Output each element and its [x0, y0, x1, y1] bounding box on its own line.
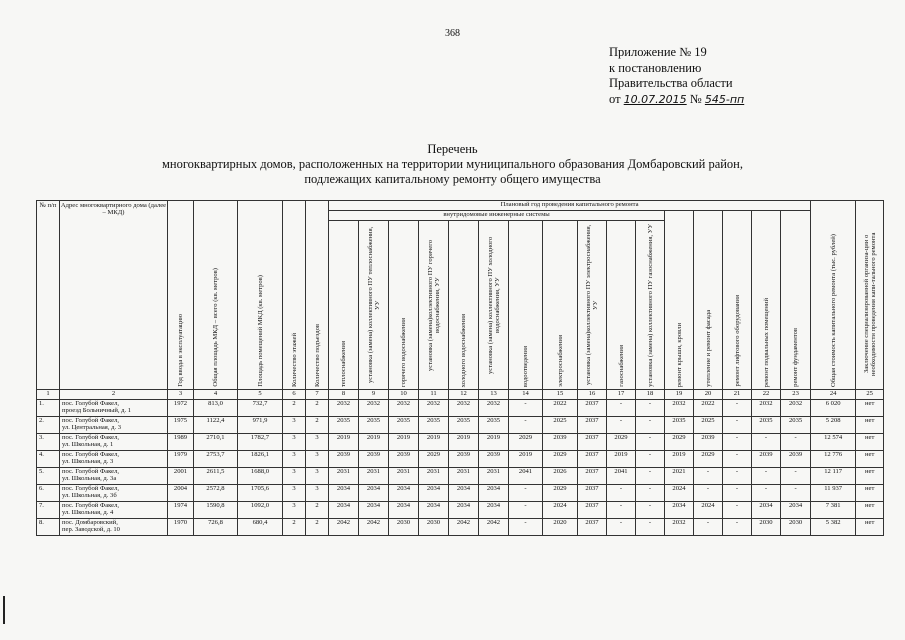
row-address: [60, 485, 168, 502]
table-cell: 2032: [665, 519, 694, 536]
table-cell: -: [781, 485, 811, 502]
column-number-row: [37, 390, 884, 400]
header-floors: Количество этажей: [283, 201, 306, 390]
table-cell: 2037: [578, 502, 607, 519]
table-cell: 2024: [665, 485, 694, 502]
table-cell: 12 574: [811, 434, 856, 451]
table-row: [37, 519, 884, 536]
table-cell: 2031: [449, 468, 479, 485]
table-cell: -: [781, 468, 811, 485]
column-number-cell: 12: [449, 390, 479, 400]
table-cell: 1705,6: [238, 485, 283, 502]
table-cell: 1979: [168, 451, 194, 468]
table-cell: -: [509, 485, 543, 502]
table-cell: 2019: [419, 434, 449, 451]
table-cell: 2029: [543, 451, 578, 468]
table-cell: 2611,5: [194, 468, 238, 485]
appendix-block: [609, 45, 744, 107]
table-cell: 2035: [752, 417, 781, 434]
row-address: [60, 519, 168, 536]
table-cell: 2034: [449, 485, 479, 502]
header-facade: утепление и ремонт фасада: [694, 211, 723, 390]
table-cell: 5 382: [811, 519, 856, 536]
column-number-cell: 22: [752, 390, 781, 400]
table-cell: 2042: [329, 519, 359, 536]
header-heating: теплоснабжения: [329, 221, 359, 390]
table-cell: 2: [306, 400, 329, 417]
table-cell: 2035: [419, 417, 449, 434]
table-cell: -: [723, 417, 752, 434]
address-line-2: ул. Школьная, д. 3: [62, 458, 114, 465]
row-number: 8.: [37, 519, 60, 536]
address-line-1: пос. Голубой Факел,: [62, 485, 120, 492]
table-cell: -: [509, 417, 543, 434]
table-cell: 2019: [665, 451, 694, 468]
row-address: [60, 502, 168, 519]
table-cell: -: [636, 400, 665, 417]
header-drainage: водоотведения: [509, 221, 543, 390]
table-cell: 2041: [509, 468, 543, 485]
table-cell: 2037: [578, 451, 607, 468]
table-cell: -: [607, 485, 636, 502]
table-cell: 2019: [359, 434, 389, 451]
table-cell: 2024: [694, 502, 723, 519]
table-cell: -: [781, 434, 811, 451]
table-cell: -: [694, 519, 723, 536]
title-line-3: подлежащих капитальному ремонту общего имущества: [304, 172, 601, 186]
appendix-line-4: [609, 92, 744, 108]
header-roof: ремонт крыши, кровли: [665, 211, 694, 390]
table-cell: 2029: [665, 434, 694, 451]
table-cell: -: [723, 400, 752, 417]
table-cell: 1970: [168, 519, 194, 536]
table-cell: 2034: [449, 502, 479, 519]
table-row: [37, 434, 884, 451]
header-electricity: электроснабжения: [543, 221, 578, 390]
table-cell: 813,0: [194, 400, 238, 417]
address-line-1: пос. Голубой Факел,: [62, 400, 120, 407]
table-cell: 2032: [665, 400, 694, 417]
table-cell: 2035: [781, 417, 811, 434]
table-cell: -: [723, 434, 752, 451]
table-cell: 732,7: [238, 400, 283, 417]
table-cell: 1826,1: [238, 451, 283, 468]
document-title: [0, 142, 905, 187]
number-prefix: №: [689, 91, 702, 106]
table-cell: 2004: [168, 485, 194, 502]
column-number-cell: 23: [781, 390, 811, 400]
table-cell: -: [607, 519, 636, 536]
table-cell: -: [607, 502, 636, 519]
table-cell: 2032: [419, 400, 449, 417]
table-cell: -: [607, 400, 636, 417]
table-cell: 7 381: [811, 502, 856, 519]
table-cell: 2022: [543, 400, 578, 417]
address-line-2: пер. Заводской, д. 10: [62, 526, 120, 533]
table-cell: -: [509, 400, 543, 417]
header-gas-meter: установка (замена) коллективного ПУ газоснабжения, УУ: [636, 221, 665, 390]
table-cell: 3: [283, 417, 306, 434]
table-cell: -: [723, 468, 752, 485]
table-cell: 2753,7: [194, 451, 238, 468]
table-cell: 2042: [359, 519, 389, 536]
table-cell: 6 020: [811, 400, 856, 417]
column-number-cell: 17: [607, 390, 636, 400]
header-total-area: Общая площадь МКД – всего (кв. метров): [194, 201, 238, 390]
table-cell: 2034: [665, 502, 694, 519]
row-address: [60, 417, 168, 434]
table-cell: 2024: [543, 502, 578, 519]
header-gas: газоснабжения: [607, 221, 636, 390]
table-cell: -: [694, 485, 723, 502]
table-cell: 2019: [389, 434, 419, 451]
table-cell: 2039: [694, 434, 723, 451]
table-cell: 2037: [578, 485, 607, 502]
table-cell: 2001: [168, 468, 194, 485]
header-entrances: Количество подъездов: [306, 201, 329, 390]
table-cell: 2019: [479, 434, 509, 451]
table-cell: -: [509, 519, 543, 536]
table-cell: 2034: [752, 502, 781, 519]
table-cell: 2037: [578, 417, 607, 434]
address-line-1: пос. Домбаровский,: [62, 519, 118, 526]
table-cell: -: [509, 502, 543, 519]
table-cell: 2032: [449, 400, 479, 417]
table-cell: -: [752, 434, 781, 451]
table-cell: 2037: [578, 434, 607, 451]
table-cell: 2025: [543, 417, 578, 434]
address-line-1: пос. Голубой Факел,: [62, 434, 120, 441]
table-cell: 2020: [543, 519, 578, 536]
column-number-cell: 5: [238, 390, 283, 400]
table-cell: 1590,8: [194, 502, 238, 519]
table-cell: 2035: [389, 417, 419, 434]
table-cell: 2034: [359, 502, 389, 519]
table-cell: -: [636, 519, 665, 536]
table-cell: 3: [306, 434, 329, 451]
table-cell: 2019: [607, 451, 636, 468]
table-cell: 2019: [509, 451, 543, 468]
table-cell: 1974: [168, 502, 194, 519]
table-cell: нет: [856, 468, 884, 485]
table-cell: 2030: [419, 519, 449, 536]
address-line-2: ул. Центральная, д. 3: [62, 424, 122, 431]
table-cell: 2037: [578, 519, 607, 536]
table-cell: 2030: [781, 519, 811, 536]
table-cell: 3: [283, 434, 306, 451]
row-address: [60, 434, 168, 451]
table-cell: 2029: [509, 434, 543, 451]
header-basement: ремонт подвальных помещений: [752, 211, 781, 390]
table-cell: 1092,0: [238, 502, 283, 519]
header-conclusion: Заключение специализированной организа-ции о необходимости проведения капи-тального ремонта: [856, 201, 884, 390]
appendix-line-1: Приложение № 19: [609, 45, 707, 59]
column-number-cell: 7: [306, 390, 329, 400]
table-row: [37, 451, 884, 468]
table-cell: нет: [856, 502, 884, 519]
address-line-1: пос. Голубой Факел,: [62, 502, 120, 509]
table-cell: 2035: [665, 417, 694, 434]
header-num: № п/п: [37, 201, 60, 390]
table-row: [37, 485, 884, 502]
table-cell: нет: [856, 434, 884, 451]
table-cell: 2032: [389, 400, 419, 417]
column-number-cell: 14: [509, 390, 543, 400]
table-cell: 1972: [168, 400, 194, 417]
column-number-cell: 16: [578, 390, 607, 400]
table-cell: 680,4: [238, 519, 283, 536]
table-cell: 2031: [389, 468, 419, 485]
column-number-cell: 3: [168, 390, 194, 400]
table-cell: 3: [283, 468, 306, 485]
row-number: 6.: [37, 485, 60, 502]
column-number-cell: 24: [811, 390, 856, 400]
table-cell: -: [636, 434, 665, 451]
table-cell: -: [723, 451, 752, 468]
table-cell: 2022: [694, 400, 723, 417]
column-number-cell: 1: [37, 390, 60, 400]
table-row: [37, 468, 884, 485]
table-cell: 2039: [329, 451, 359, 468]
header-total-cost: Общая стоимость капитального ремонта (тыс. рублей): [811, 201, 856, 390]
column-number-cell: 6: [283, 390, 306, 400]
row-address: [60, 451, 168, 468]
column-number-cell: 18: [636, 390, 665, 400]
table-cell: -: [636, 485, 665, 502]
table-cell: 3: [306, 468, 329, 485]
handwritten-number: 545-пп: [704, 92, 745, 106]
row-address: [60, 400, 168, 417]
table-cell: 2019: [329, 434, 359, 451]
table-cell: 2032: [781, 400, 811, 417]
table-cell: 2025: [694, 417, 723, 434]
row-number: 7.: [37, 502, 60, 519]
table-cell: 971,9: [238, 417, 283, 434]
column-number-cell: 10: [389, 390, 419, 400]
column-number-cell: 15: [543, 390, 578, 400]
table-cell: 2039: [781, 451, 811, 468]
table-cell: 2031: [419, 468, 449, 485]
table-cell: 2: [306, 519, 329, 536]
header-hot-water-meter: установка (замена)коллективного ПУ горячего водоснабжения, УУ: [419, 221, 449, 390]
header-address: Адрес многоквартирного дома (далее – МКД): [60, 201, 168, 390]
row-address: [60, 468, 168, 485]
address-line-1: пос. Голубой Факел,: [62, 417, 120, 424]
table-cell: 2031: [329, 468, 359, 485]
table-cell: 2032: [752, 400, 781, 417]
table-body: [37, 400, 884, 536]
table-cell: 2021: [665, 468, 694, 485]
row-number: 1.: [37, 400, 60, 417]
table-cell: 2039: [389, 451, 419, 468]
row-number: 4.: [37, 451, 60, 468]
table-cell: 2029: [607, 434, 636, 451]
table-cell: нет: [856, 519, 884, 536]
column-number-cell: 21: [723, 390, 752, 400]
table-cell: 11 937: [811, 485, 856, 502]
table-cell: -: [752, 468, 781, 485]
header-cold-water: холодного водоснабжения: [449, 221, 479, 390]
table-cell: 3: [283, 485, 306, 502]
column-number-cell: 8: [329, 390, 359, 400]
table-cell: нет: [856, 485, 884, 502]
table-cell: 2032: [479, 400, 509, 417]
title-line-2: многоквартирных домов, расположенных на территории муниципального образования Домбаровский район,: [162, 157, 743, 171]
table-cell: 3: [306, 451, 329, 468]
address-line-1: пос. Голубой Факел,: [62, 451, 120, 458]
table-cell: 2034: [479, 485, 509, 502]
table-cell: -: [723, 519, 752, 536]
table-cell: 3: [283, 502, 306, 519]
header-hot-water: горячего водоснабжения: [389, 221, 419, 390]
address-line-1: пос. Голубой Факел,: [62, 468, 120, 475]
table-cell: -: [723, 485, 752, 502]
table-cell: нет: [856, 417, 884, 434]
table-cell: 2035: [329, 417, 359, 434]
row-number: 5.: [37, 468, 60, 485]
table-row: [37, 502, 884, 519]
table-cell: 2029: [543, 485, 578, 502]
table-cell: 2030: [389, 519, 419, 536]
table-cell: 2029: [694, 451, 723, 468]
date-prefix: от: [609, 91, 621, 106]
table-cell: 2034: [479, 502, 509, 519]
table-cell: -: [636, 502, 665, 519]
handwritten-date: 10.07.2015: [623, 92, 687, 106]
table-cell: 2: [283, 519, 306, 536]
column-number-cell: 2: [60, 390, 168, 400]
column-number-cell: 4: [194, 390, 238, 400]
table-cell: 2019: [449, 434, 479, 451]
table-cell: 2034: [329, 485, 359, 502]
header-foundation: ремонт фундаментов: [781, 211, 811, 390]
table-cell: 2034: [419, 502, 449, 519]
table-cell: 2572,8: [194, 485, 238, 502]
table-cell: 3: [283, 451, 306, 468]
table-cell: 2039: [752, 451, 781, 468]
table-cell: -: [636, 417, 665, 434]
table-cell: 2039: [449, 451, 479, 468]
table-cell: 12 776: [811, 451, 856, 468]
table-cell: 2032: [359, 400, 389, 417]
table-cell: 726,8: [194, 519, 238, 536]
table-cell: нет: [856, 400, 884, 417]
header-premises-area: Площадь помещений МКД (кв. метров): [238, 201, 283, 390]
page-number: 368: [445, 28, 460, 39]
column-number-cell: 20: [694, 390, 723, 400]
row-number: 3.: [37, 434, 60, 451]
table-cell: 1688,0: [238, 468, 283, 485]
table-cell: 2042: [479, 519, 509, 536]
table-cell: 12 117: [811, 468, 856, 485]
table-cell: 2026: [543, 468, 578, 485]
table-cell: 2037: [578, 400, 607, 417]
header-cold-water-meter: установка (замена) коллективного ПУ холодного водоснабжения, УУ: [479, 221, 509, 390]
row-number: 2.: [37, 417, 60, 434]
table-cell: 2035: [449, 417, 479, 434]
address-line-2: проезд Больничный, д. 1: [62, 407, 132, 414]
table-cell: 2: [283, 400, 306, 417]
title-line-1: Перечень: [427, 142, 478, 156]
appendix-line-3: Правительства области: [609, 76, 733, 90]
header-heating-meter: установка (замена) коллективного ПУ теплоснабжения, УУ: [359, 221, 389, 390]
header-plan-group: Плановый год проведения капитального ремонта: [329, 201, 811, 211]
column-number-cell: 9: [359, 390, 389, 400]
table-cell: -: [636, 468, 665, 485]
table-cell: 1782,7: [238, 434, 283, 451]
table-cell: -: [607, 417, 636, 434]
table-cell: -: [636, 451, 665, 468]
table-row: [37, 417, 884, 434]
table-cell: 2039: [479, 451, 509, 468]
table-cell: 2034: [389, 485, 419, 502]
buildings-table: [36, 200, 884, 536]
table-cell: 1975: [168, 417, 194, 434]
table-cell: 2042: [449, 519, 479, 536]
header-elevator: ремонт лифтового оборудования: [723, 211, 752, 390]
address-line-2: ул. Школьная, д. 3а: [62, 475, 117, 482]
table-cell: 2034: [329, 502, 359, 519]
table-cell: 1122,4: [194, 417, 238, 434]
table-cell: 2041: [607, 468, 636, 485]
address-line-2: ул. Школьная, д. 3б: [62, 492, 117, 499]
table-row: [37, 400, 884, 417]
table-cell: 5 208: [811, 417, 856, 434]
table-cell: 2032: [329, 400, 359, 417]
header-systems-group: внутридомовые инженерные системы: [329, 211, 665, 221]
table-cell: 2030: [752, 519, 781, 536]
table-cell: 2: [306, 417, 329, 434]
table-cell: 1989: [168, 434, 194, 451]
table-cell: 2039: [543, 434, 578, 451]
table-cell: 2035: [479, 417, 509, 434]
header-electricity-meter: установка (замена)коллективного ПУ электроснабжения, УУ: [578, 221, 607, 390]
table-cell: 2710,1: [194, 434, 238, 451]
scan-edge-mark: [3, 596, 5, 624]
appendix-line-2: к постановлению: [609, 60, 702, 75]
table-cell: 2034: [419, 485, 449, 502]
header-year: Год ввода в эксплуатацию: [168, 201, 194, 390]
table-cell: 2037: [578, 468, 607, 485]
column-number-cell: 25: [856, 390, 884, 400]
table-cell: 2031: [359, 468, 389, 485]
address-line-2: ул. Школьная, д. 1: [62, 441, 114, 448]
table-cell: 2039: [359, 451, 389, 468]
table-cell: 3: [306, 485, 329, 502]
table-cell: 2031: [479, 468, 509, 485]
column-number-cell: 11: [419, 390, 449, 400]
table-cell: -: [723, 502, 752, 519]
table-cell: 2035: [359, 417, 389, 434]
table-cell: -: [752, 485, 781, 502]
table-cell: 2029: [419, 451, 449, 468]
address-line-2: ул. Школьная, д. 4: [62, 509, 114, 516]
table-cell: 2034: [389, 502, 419, 519]
table-cell: нет: [856, 451, 884, 468]
table-cell: 2034: [781, 502, 811, 519]
table-cell: 2034: [359, 485, 389, 502]
table-cell: -: [694, 468, 723, 485]
table-cell: 2: [306, 502, 329, 519]
column-number-cell: 13: [479, 390, 509, 400]
column-number-cell: 19: [665, 390, 694, 400]
